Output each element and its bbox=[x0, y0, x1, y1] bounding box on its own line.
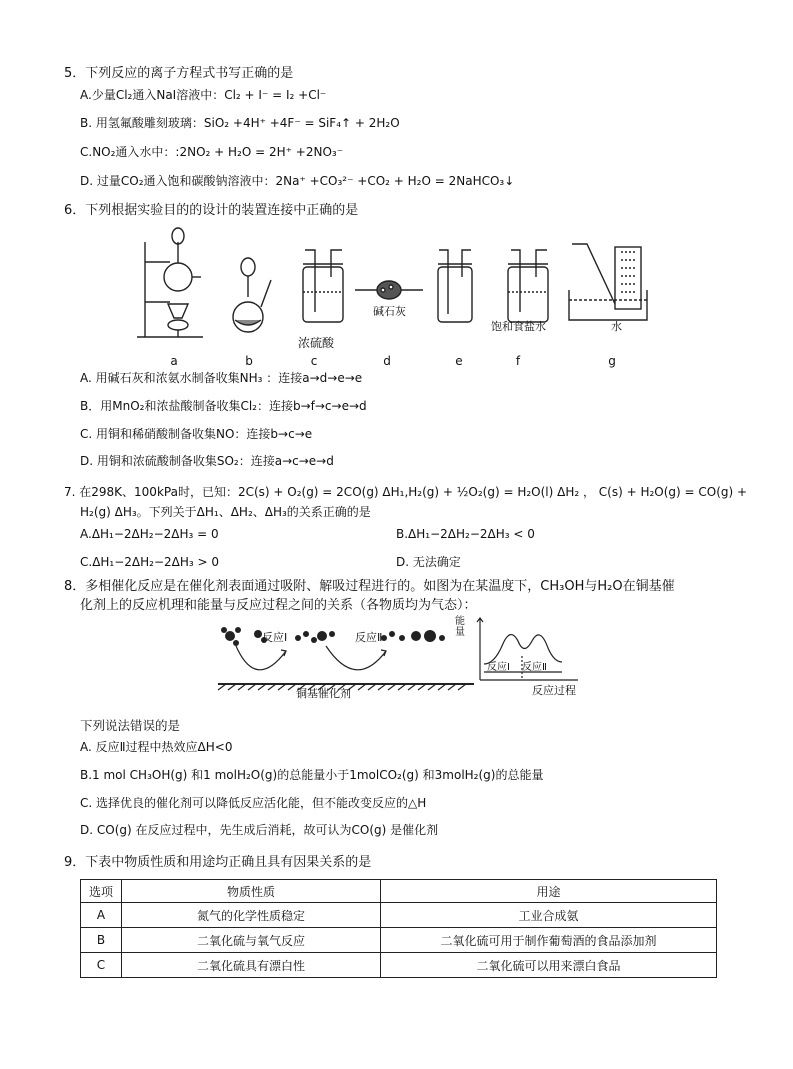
q5-option-a: A.少量Cl₂通入NaI溶液中：Cl₂ + I⁻ = I₂ +Cl⁻ bbox=[80, 88, 327, 102]
energy-label-r1: 反应Ⅰ bbox=[487, 662, 510, 673]
row-b-use: 二氧化硫可用于制作葡萄酒的食品添加剂 bbox=[381, 928, 717, 953]
table-row bbox=[81, 903, 717, 928]
q7-option-d: D. 无法确定 bbox=[396, 555, 461, 569]
header-use: 用途 bbox=[381, 880, 717, 903]
row-c-option: C bbox=[81, 953, 122, 978]
label-f: f bbox=[515, 354, 521, 368]
label-soda-lime: 碱石灰 bbox=[373, 305, 406, 318]
apparatus-figure bbox=[135, 222, 655, 347]
table-row bbox=[81, 953, 717, 978]
q8-stem-line1: 8．多相催化反应是在催化剂表面通过吸附、解吸过程进行的。如图为在某温度下，CH₃OH与H₂O在铜基催 bbox=[64, 579, 675, 594]
apparatus-g bbox=[569, 244, 647, 320]
energy-xaxis-label: 反应过程 bbox=[532, 684, 576, 697]
q6-option-c: C. 用铜和稀硝酸制备收集NO：连接b→c→e bbox=[80, 427, 313, 441]
apparatus-b bbox=[233, 258, 271, 332]
label-a: a bbox=[170, 354, 178, 368]
q8-ask: 下列说法错误的是 bbox=[80, 718, 181, 733]
label-g: g bbox=[608, 354, 616, 368]
apparatus-a bbox=[137, 228, 203, 337]
q7-option-b: B.ΔH₁−2ΔH₂−2ΔH₃ < 0 bbox=[396, 527, 535, 541]
label-water: 水 bbox=[611, 320, 622, 333]
row-a-option: A bbox=[81, 903, 122, 928]
q8-option-a: A. 反应Ⅱ过程中热效应ΔH<0 bbox=[80, 740, 233, 754]
row-a-use: 工业合成氨 bbox=[381, 903, 717, 928]
q8-stem-line2: 化剂上的反应机理和能量与反应过程之间的关系（各物质均为气态）： bbox=[80, 598, 477, 613]
q5-option-b: B. 用氢氟酸雕刻玻璃：SiO₂ +4H⁺ +4F⁻ = SiF₄↑ + 2H₂O bbox=[80, 116, 400, 130]
label-d: d bbox=[383, 354, 391, 368]
q5-option-d: D. 过量CO₂通入饱和碳酸钠溶液中：2Na⁺ +CO₃²⁻ +CO₂ + H₂O = 2NaHCO₃↓ bbox=[80, 174, 515, 188]
energy-label-r2: 反应Ⅱ bbox=[522, 662, 547, 673]
q8-option-b: B.1 mol CH₃OH(g) 和1 molH₂O(g)的总能量小于1molCO₂(g) 和3molH₂(g)的总能量 bbox=[80, 768, 544, 782]
q9-stem: 9．下表中物质性质和用途均正确且具有因果关系的是 bbox=[64, 855, 372, 870]
apparatus-d bbox=[355, 281, 423, 299]
table-row bbox=[81, 928, 717, 953]
q5-option-c: C.NO₂通入水中：:2NO₂ + H₂O = 2H⁺ +2NO₃⁻ bbox=[80, 145, 344, 159]
apparatus-f bbox=[508, 250, 548, 322]
q6-stem: 6．下列根据实验目的的设计的装置连接中正确的是 bbox=[64, 203, 359, 218]
label-e: e bbox=[455, 354, 463, 368]
energy-axis-label: 能量 bbox=[455, 616, 465, 638]
q8-option-c: C. 选择优良的催化剂可以降低反应活化能，但不能改变反应的△H bbox=[80, 796, 427, 810]
q7-stem-line2: H₂(g) ΔH₃。下列关于ΔH₁、ΔH₂、ΔH₃的关系正确的是 bbox=[80, 505, 371, 519]
header-option: 选项 bbox=[81, 880, 122, 903]
row-b-option: B bbox=[81, 928, 122, 953]
row-c-use: 二氧化硫可以用来漂白食品 bbox=[381, 953, 717, 978]
label-sulfuric-acid: 浓硫酸 bbox=[298, 336, 335, 350]
mechanism-label-r1: 反应Ⅰ bbox=[262, 631, 288, 644]
row-c-property: 二氧化硫具有漂白性 bbox=[122, 953, 381, 978]
label-c: c bbox=[310, 354, 318, 368]
q6-option-b: B．用MnO₂和浓盐酸制备收集Cl₂：连接b→f→c→e→d bbox=[80, 399, 367, 413]
header-property: 物质性质 bbox=[122, 880, 381, 903]
mechanism-label-catalyst: 铜基催化剂 bbox=[296, 687, 351, 700]
label-brine: 饱和食盐水 bbox=[491, 320, 546, 333]
q7-option-a: A.ΔH₁−2ΔH₂−2ΔH₃ = 0 bbox=[80, 527, 219, 541]
q7-option-c: C.ΔH₁−2ΔH₂−2ΔH₃ > 0 bbox=[80, 555, 220, 569]
q8-option-d: D. CO(g) 在反应过程中，先生成后消耗，故可认为CO(g) 是催化剂 bbox=[80, 823, 439, 837]
q9-table bbox=[80, 879, 717, 978]
row-a-property: 氮气的化学性质稳定 bbox=[122, 903, 381, 928]
q5-stem: 5．下列反应的离子方程式书写正确的是 bbox=[64, 66, 294, 81]
apparatus-c bbox=[303, 250, 343, 322]
q6-option-d: D. 用铜和浓硫酸制备收集SO₂：连接a→c→e→d bbox=[80, 454, 334, 468]
q6-option-a: A. 用碱石灰和浓氨水制备收集NH₃ ：连接a→d→e→e bbox=[80, 371, 363, 385]
table-header-row bbox=[81, 880, 717, 903]
apparatus-e bbox=[438, 250, 472, 322]
row-b-property: 二氧化硫与氧气反应 bbox=[122, 928, 381, 953]
label-b: b bbox=[245, 354, 253, 368]
q7-stem-line1: 7. 在298K、100kPa时，已知：2C(s) + O₂(g) = 2CO(g) ΔH₁,H₂(g) + ½O₂(g) = H₂O(l) ΔH₂ ， C(s) + H₂O(g) = CO(g) + bbox=[64, 485, 748, 499]
mechanism-label-r2: 反应Ⅱ bbox=[355, 631, 383, 644]
